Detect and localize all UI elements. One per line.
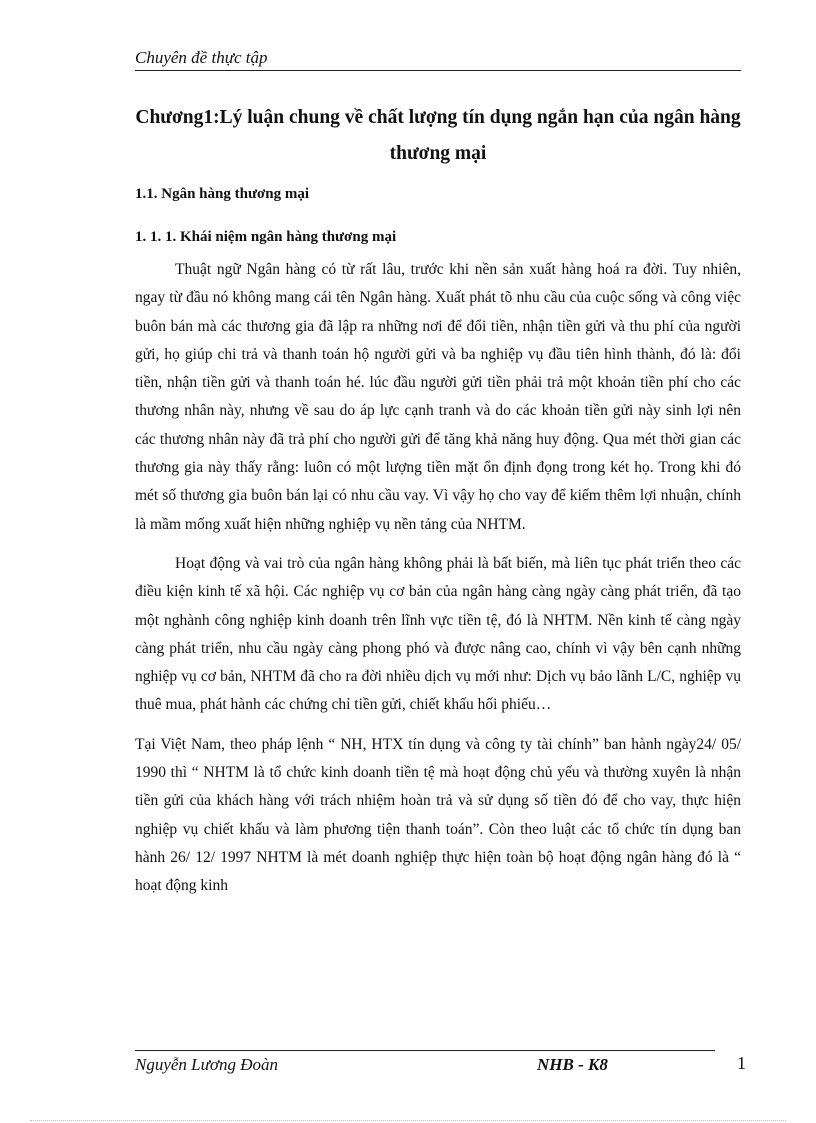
paragraph: Thuật ngữ Ngân hàng có từ rất lâu, trước khi nền sản xuất hàng hoá ra đời. Tuy nhiên, ngay từ đầu nó không mang cái tên Ngân hàng. Xuất phát tõ nhu cầu của cuộc sống và công việc buôn bán mà các thương gia đã lập ra những nơi để đổi tiền, nhận tiền gửi và thu phí của người gửi, họ giúp chi trả và thanh toán hộ người gửi và ba nghiệp vụ đầu tiên hình thành, đó là: đổi tiền, nhận tiền gửi và thanh toán hé. lúc đầu người gửi tiền phải trả một khoản tiền phí cho các thương nhân này, nhưng về sau do áp lực cạnh tranh và do các khoản tiền gửi này sinh lợi nên các thương nhân này đã trả phí cho người gửi để tăng khả năng huy động. Qua mét thời gian các thương gia này thấy rằng: luôn có một lượng tiền mặt ổn định đọng trong két họ. Trong khi đó mét số thương gia buôn bán lại có nhu cầu vay. Vì vậy họ cho vay để kiếm thêm lợi nhuận, chính là mầm mống xuất hiện những nghiệp vụ nền tảng của NHTM. bbox=[135, 261, 741, 533]
section-heading: 1.1. Ngân hàng thương mại bbox=[135, 186, 310, 202]
body-text bbox=[135, 256, 741, 912]
footer-class: NHB - K8 bbox=[537, 1055, 608, 1074]
page-bottom-edge bbox=[30, 1120, 786, 1121]
paragraph: Hoạt động và vai trò của ngân hàng không phải là bất biến, mà liên tục phát triển theo các điều kiện kinh tế xã hội. Các nghiệp vụ cơ bản của ngân hàng càng ngày càng phát triển, đã tạo một nghành công nghiệp kinh doanh trên lĩnh vực tiền tệ, đó là NHTM. Nền kinh tế càng ngày càng phát triển, nhu cầu ngày càng phong phó và được nâng cao, chính vì vậy bên cạnh những nghiệp vụ cơ bản, NHTM đã cho ra đời nhiều dịch vụ mới như: Dịch vụ bảo lãnh L/C, nghiệp vụ thuê mua, phát hành các chứng chỉ tiền gửi, chiết khấu hối phiếu… bbox=[135, 554, 741, 714]
paragraph: Tại Việt Nam, theo pháp lệnh “ NH, HTX tín dụng và công ty tài chính” ban hành ngày24/ 05/ 1990 thì “ NHTM là tổ chức kinh doanh tiền tệ mà hoạt động chủ yếu và thường xuyên là nhận tiền gửi của khách hàng với trách nhiệm hoàn trả và sử dụng số tiền đó để cho vay, thực hiện nghiệp vụ chiết khấu và làm phương tiện thanh toán”. Còn theo luật các tổ chức tín dụng ban hành 26/ 12/ 1997 NHTM là mét doanh nghiệp thực hiện toàn bộ hoạt động ngân hàng đó là “ hoạt động kinh bbox=[135, 735, 741, 895]
page-number: 1 bbox=[737, 1053, 746, 1073]
footer-author: Nguyễn Lương Đoàn bbox=[135, 1055, 279, 1074]
chapter-title: Chương1:Lý luận chung về chất lượng tín dụng ngắn hạn của ngân hàng thương mại bbox=[135, 107, 741, 164]
running-header: Chuyên đề thực tập bbox=[135, 48, 741, 71]
subsection-heading: 1. 1. 1. Khái niệm ngân hàng thương mại bbox=[135, 229, 397, 245]
footer-divider bbox=[135, 1050, 715, 1051]
